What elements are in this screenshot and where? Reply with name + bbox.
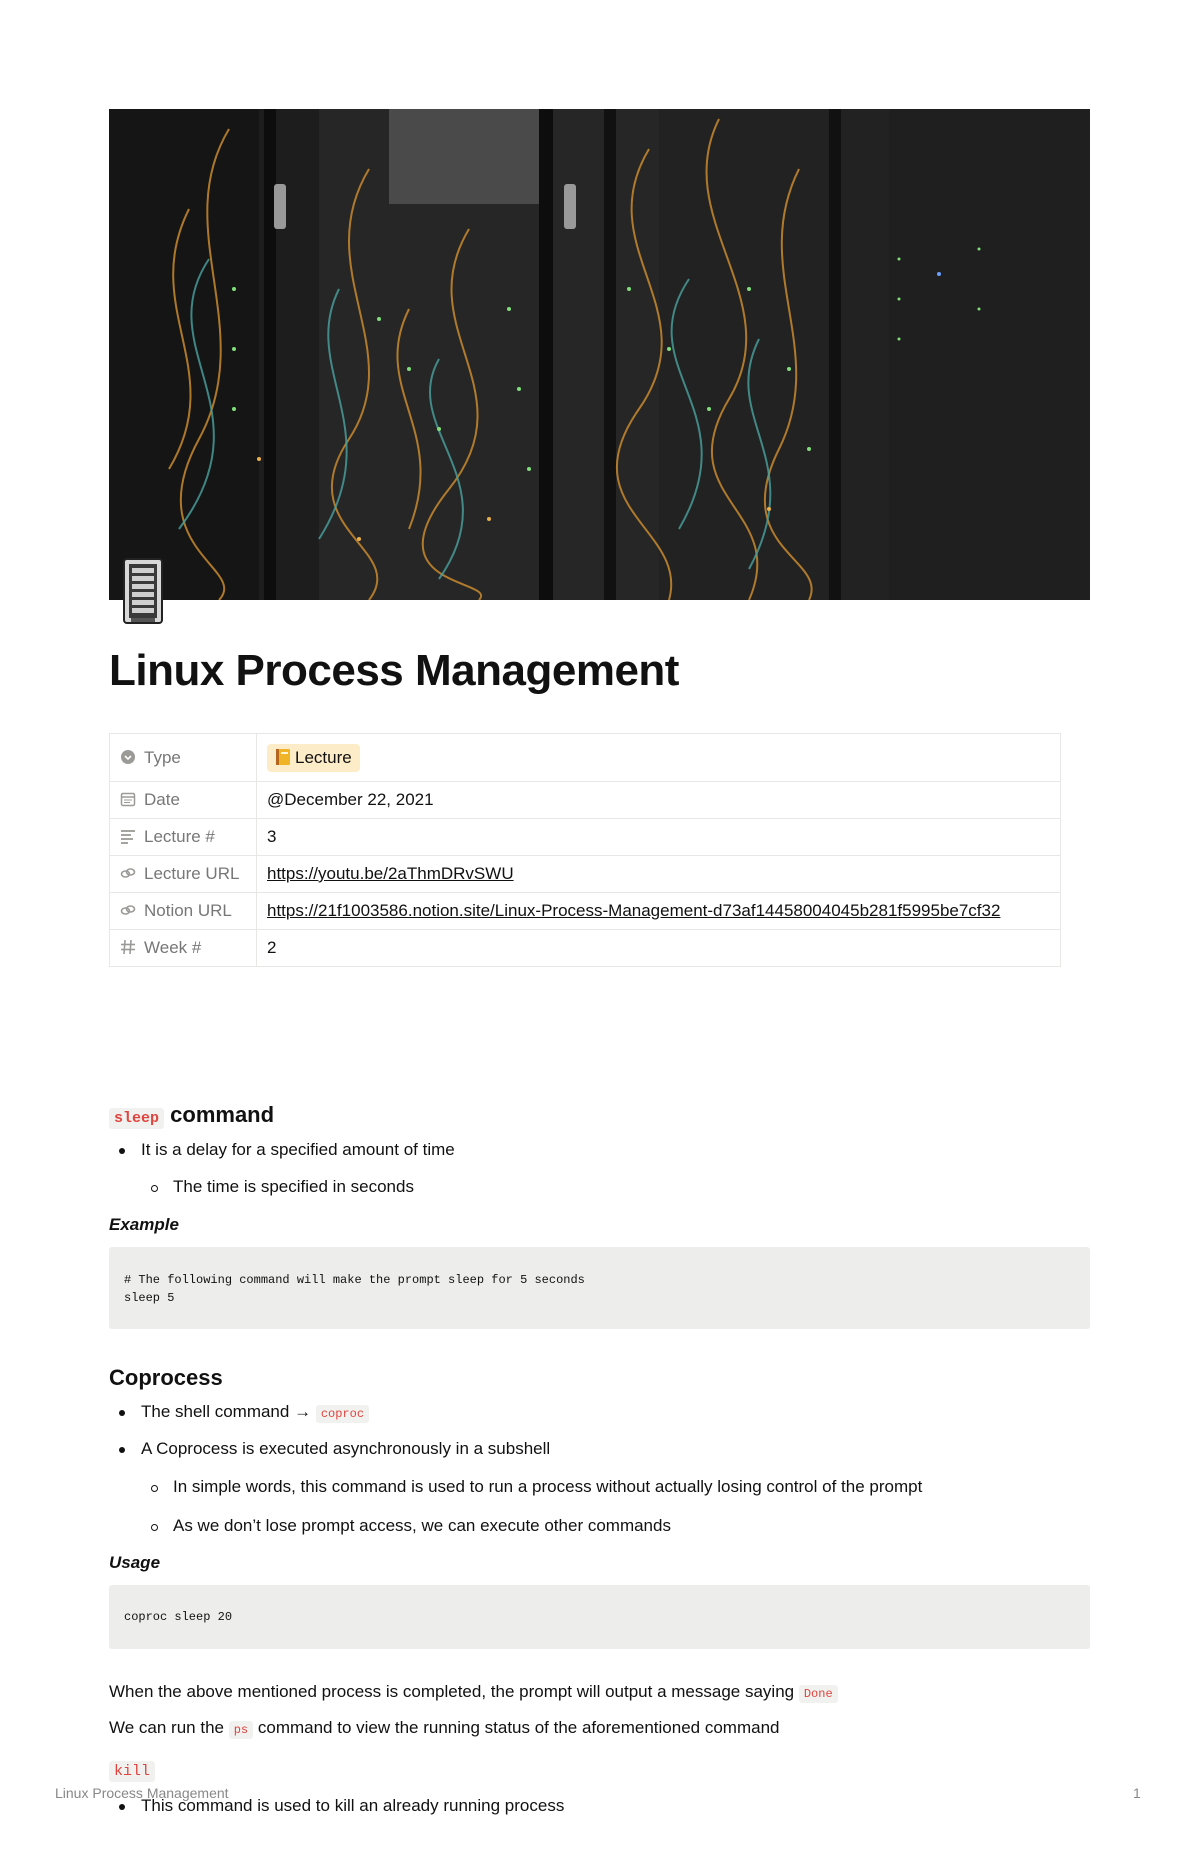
ps-paragraph: We can run the ps command to view the running status of the aforementioned command	[109, 1718, 780, 1737]
coproc-code: coproc	[316, 1405, 369, 1423]
property-key: Week #	[110, 930, 257, 967]
property-row-type	[110, 734, 1061, 782]
property-value	[257, 856, 1061, 893]
property-value[interactable]: 3	[257, 819, 1061, 856]
kill-heading	[109, 1760, 155, 1780]
kill-code: kill	[109, 1761, 155, 1782]
ps-code: ps	[229, 1721, 253, 1739]
list-item: The shell command → coproc	[141, 1402, 369, 1422]
done-code: Done	[799, 1685, 838, 1703]
property-key: Type	[110, 734, 257, 782]
link-icon	[120, 865, 136, 881]
property-key: Lecture URL	[110, 856, 257, 893]
example-label: Example	[109, 1215, 179, 1234]
property-key: Date	[110, 782, 257, 819]
list-item: As we don’t lose prompt access, we can execute other commands	[173, 1516, 671, 1535]
text-icon	[120, 828, 136, 844]
property-value	[257, 893, 1061, 930]
notebook-icon	[275, 748, 291, 766]
property-value[interactable]: 2	[257, 930, 1061, 967]
page-title: Linux Process Management	[109, 646, 679, 695]
property-row-date	[110, 782, 1061, 819]
property-value[interactable]	[257, 734, 1061, 782]
sleep-heading: sleep command	[109, 1102, 274, 1128]
select-icon	[120, 749, 136, 765]
list-item: It is a delay for a specified amount of time	[141, 1140, 455, 1159]
properties-table	[109, 733, 1061, 967]
property-key: Notion URL	[110, 893, 257, 930]
sleep-code-block[interactable]: # The following command will make the prompt sleep for 5 seconds sleep 5	[109, 1247, 1090, 1329]
list-item: In simple words, this command is used to run a process without actually losing control of the prompt	[173, 1477, 923, 1496]
page	[109, 109, 1090, 1815]
property-row-lecture-number	[110, 819, 1061, 856]
cover-image	[109, 109, 1090, 600]
footer-page-number: 1	[1133, 1785, 1141, 1801]
property-value[interactable]: @December 22, 2021	[257, 782, 1061, 819]
property-key: Lecture #	[110, 819, 257, 856]
list-item: This command is used to kill an already running process	[141, 1796, 565, 1815]
footer-title: Linux Process Management	[55, 1785, 229, 1801]
coproc-code-block[interactable]: coproc sleep 20	[109, 1585, 1090, 1649]
calendar-icon	[120, 791, 136, 807]
coprocess-heading: Coprocess	[109, 1365, 223, 1390]
property-row-week-number	[110, 930, 1061, 967]
sleep-code: sleep	[109, 1108, 164, 1129]
link-icon	[120, 902, 136, 918]
list-item: A Coprocess is executed asynchronously in a subshell	[141, 1439, 551, 1458]
number-icon	[120, 939, 136, 955]
server-rack-icon	[123, 558, 163, 624]
list-item: The time is specified in seconds	[173, 1177, 414, 1196]
type-tag[interactable]: Lecture	[267, 744, 360, 772]
property-row-notion-url	[110, 893, 1061, 930]
lecture-url-link[interactable]: https://youtu.be/2aThmDRvSWU	[267, 864, 514, 883]
notion-url-link[interactable]: https://21f1003586.notion.site/Linux-Process-Management-d73af14458004045b281f5995be7cf32	[267, 901, 1001, 920]
usage-label: Usage	[109, 1553, 161, 1572]
completion-paragraph: When the above mentioned process is completed, the prompt will output a message saying Done	[109, 1682, 838, 1702]
property-row-lecture-url	[110, 856, 1061, 893]
